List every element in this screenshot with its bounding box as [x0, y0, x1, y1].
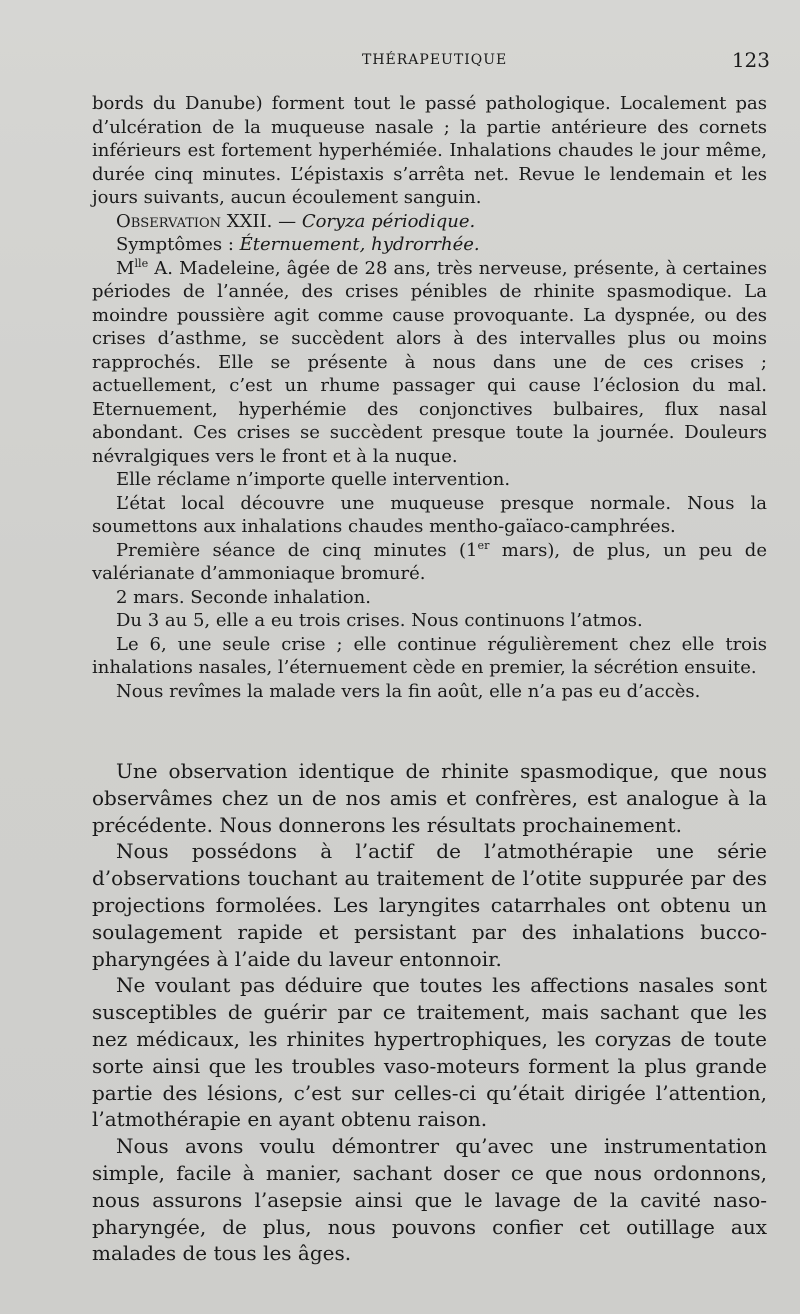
paragraph-three-crises: Du 3 au 5, elle a eu trois crises. Nous continuons l’atmos.: [116, 610, 643, 631]
paragraph-continuation: bords du Danube) forment tout le passé pathologique. Localement pas d’ulcération de la muqueuse nasale ; la partie antérieure des cornets inférieurs est fortement hyperhémiée. Inhalations chaudes le jour même, durée cinq minutes. L’épistaxis s’arrêta net. Revue le lendemain et les jours suivants, aucun écoulement sanguin.: [92, 93, 767, 208]
observation-block: [92, 92, 767, 703]
first-session-text-b: mars), de plus, un peu de valérianate d’ammoniaque bromuré.: [92, 539, 767, 584]
patient-paragraph: [92, 257, 767, 469]
first-session-sup: er: [477, 538, 490, 552]
paragraph-conclusion: Nous avons voulu démontrer qu’avec une instrumentation simple, facile à manier, sachant doser ce que nous ordonnons, nous assurons l’asepsie ainsi que le lavage de la cavité naso-pharyngée, de plus, nous pouvons confier cet outillage aux malades de tous les âges.: [92, 1134, 767, 1266]
symptoms-label: Symptômes :: [116, 234, 240, 255]
running-head: [92, 46, 770, 76]
paragraph-second-inhalation: 2 mars. Seconde inhalation.: [116, 586, 371, 608]
paragraph-otitis: Nous possédons à l’actif de l’atmothérapie une série d’observations touchant au traitement de l’otite suppurée par des projections formolées. Les laryngites catarrhales ont obtenu un soulagement rapide et persistant par des inhalations bucco-pharyngées à l’aide du laveur entonnoir.: [92, 839, 767, 971]
paragraph-local-state: L’état local découvre une muqueuse presque normale. Nous la soumettons aux inhalations chaudes mentho-gaïaco-camphrées.: [92, 492, 767, 537]
observation-label: Observation: [116, 210, 222, 232]
observation-title: Coryza périodique.: [301, 210, 476, 232]
discussion-block: [92, 758, 767, 1267]
paragraph-intervention: Elle réclame n’importe quelle intervention.: [116, 469, 511, 490]
running-title: THÉRAPEUTIQUE: [362, 52, 508, 68]
page-number: 123: [731, 48, 770, 72]
paragraph-first-session: [92, 539, 767, 586]
paragraph-nasal-affections: Ne voulant pas déduire que toutes les affections nasales sont susceptibles de guérir par ce traitement, mais sachant que les nez médicaux, les rhinites hypertrophiques, les coryzas de toute sorte ainsi que les troubles vaso-moteurs forment la plus grande partie des lésions, c’est sur celles-ci qu’était dirigée l’attention, l’atmothérapie en ayant obtenu raison.: [92, 973, 767, 1132]
patient-text: A. Madeleine, âgée de 28 ans, très nerveuse, présente, à certaines périodes de l’année, des crises pénibles de rhinite spasmodique. La moindre poussière agit comme cause provoquante. La dyspnée, ou des crises d’asthme, se succèdent alors à des intervalles plus ou moins rapprochés. Elle se présente à nous dans une de ces crises ; actuellement, c’est un rhume passager qui cause l’éclosion du mal. Eternuement, hyperhémie des conjonctives bulbaires, flux nasal abondant. Ces crises se succèdent presque toute la journée. Douleurs névralgiques vers le front et à la nuque.: [92, 257, 767, 467]
patient-title-sup: lle: [134, 256, 149, 270]
paragraph-single-crisis: Le 6, une seule crise ; elle continue régulièrement chez elle trois inhalations nasales, l’éternuement cède en premier, la sécrétion ensuite.: [92, 633, 767, 678]
symptoms-line: [92, 233, 767, 257]
symptoms-value: Éternuement, hydrorrhée.: [239, 234, 480, 255]
observation-number: XXII. —: [221, 210, 302, 232]
first-session-text-a: Première séance de cinq minutes (1: [116, 539, 478, 561]
observation-heading: [92, 210, 767, 234]
paragraph-follow-up: Nous revîmes la malade vers la fin août, elle n’a pas eu d’accès.: [116, 680, 701, 702]
paragraph-identical-observation: Une observation identique de rhinite spasmodique, que nous observâmes chez un de nos amis et confrères, est analogue à la précédente. Nous donnerons les résultats prochainement.: [92, 759, 767, 837]
patient-title: M: [116, 257, 135, 279]
